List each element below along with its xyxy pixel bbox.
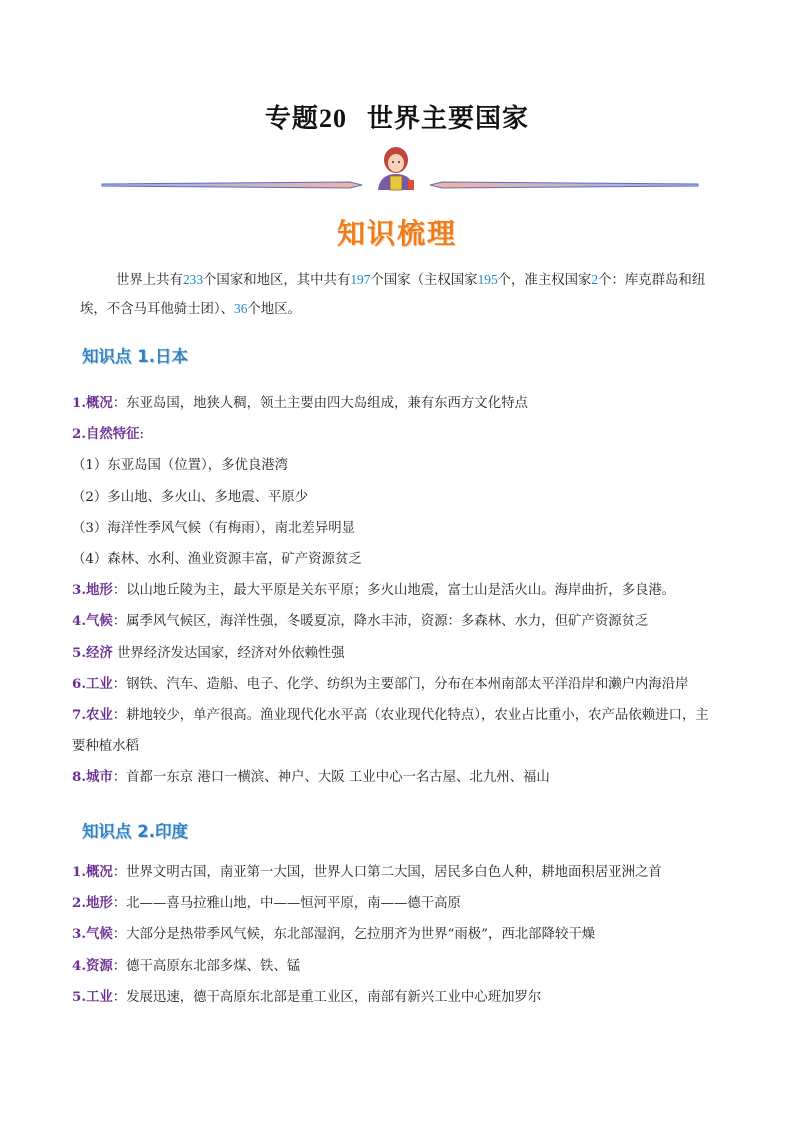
title-prefix: 专题 (264, 104, 319, 134)
list-item: 2.自然特征: (72, 426, 145, 443)
intro-number: 197 (350, 272, 371, 287)
title-main: 世界主要国家 (367, 104, 530, 134)
list-item: 4.资源：德干高原东北部多煤、铁、锰 (72, 957, 301, 974)
list-item: （1）东亚岛国（位置），多优良港湾 (72, 458, 289, 474)
intro-number: 195 (477, 272, 498, 287)
intro-number: 36 (234, 301, 248, 316)
title-number: 20 (318, 104, 347, 133)
list-item: 1.概况：世界文明古国，南亚第一大国，世界人口第二大国，居民多白色人种，耕地面积居亚洲之首 (72, 864, 662, 880)
list-item: 1.概况：东亚岛国，地狭人稠，领土主要由四大岛组成，兼有东西方文化特点 (72, 395, 528, 411)
list-item: 7.农业：耕地较少，单产很高。渔业现代化水平高（农业现代化特点），农业占比重小，农产品依赖进口，主要种植水稻 (72, 706, 709, 755)
intro-text: 个地区。 (247, 302, 301, 317)
india-list (72, 857, 722, 1013)
title-decoration (100, 142, 700, 194)
list-item: （2）多山地、多火山、多地震、平原少 (72, 489, 309, 505)
list-item: 3.气候：大部分是热带季风气候，东北部湿润，乞拉朋齐为世界“雨极”，西北部降较干燥 (72, 926, 596, 943)
list-item: 5.经济 世界经济发达国家，经济对外依赖性强 (72, 644, 345, 661)
intro-text: 世界上共有 (116, 273, 183, 288)
figure-reading-icon (378, 147, 414, 190)
intro-text: 个：库克群岛和纽埃，不含马耳他骑士团）、 (80, 273, 706, 317)
intro-text: 个国家和地区，其中共有 (203, 273, 351, 288)
list-item: 8.城市：首都一东京 港口一横滨、神户、大阪 工业中心一名古屋、北九州、福山 (72, 769, 550, 786)
japan-heading: 知识点 1.日本 (82, 347, 188, 366)
section-heading: 知识梳理 (336, 217, 457, 250)
intro-number: 2 (591, 272, 599, 287)
intro-text: 个，准主权国家 (497, 273, 592, 288)
japan-list (72, 388, 722, 793)
list-item: （4）森林、水利、渔业资源丰富，矿产资源贫乏 (72, 551, 362, 567)
intro-paragraph (80, 266, 720, 324)
page-title (0, 98, 794, 135)
list-item: 3.地形：以山地丘陵为主，最大平原是关东平原；多火山地震，富士山是活火山。海岸曲折，多良港。 (72, 582, 676, 599)
list-item: 2.地形：北——喜马拉雅山地，中——恒河平原，南——德干高原 (72, 895, 461, 912)
list-item: 4.气候：属季风气候区，海洋性强，冬暖夏凉，降水丰沛，资源：多森林、水力，但矿产资源贫乏 (72, 613, 649, 630)
india-heading: 知识点 2.印度 (82, 822, 188, 841)
list-item: （3）海洋性季风气候（有梅雨），南北差异明显 (72, 520, 356, 536)
intro-number: 233 (182, 272, 204, 287)
intro-text: 个国家（主权国家 (370, 273, 478, 288)
list-item: 5.工业：发展迅速，德干高原东北部是重工业区，南部有新兴工业中心班加罗尔 (72, 988, 542, 1005)
list-item: 6.工业：钢铁、汽车、造船、电子、化学、纺织为主要部门，分布在本州南部太平洋沿岸和濑户内海沿岸 (72, 675, 689, 692)
